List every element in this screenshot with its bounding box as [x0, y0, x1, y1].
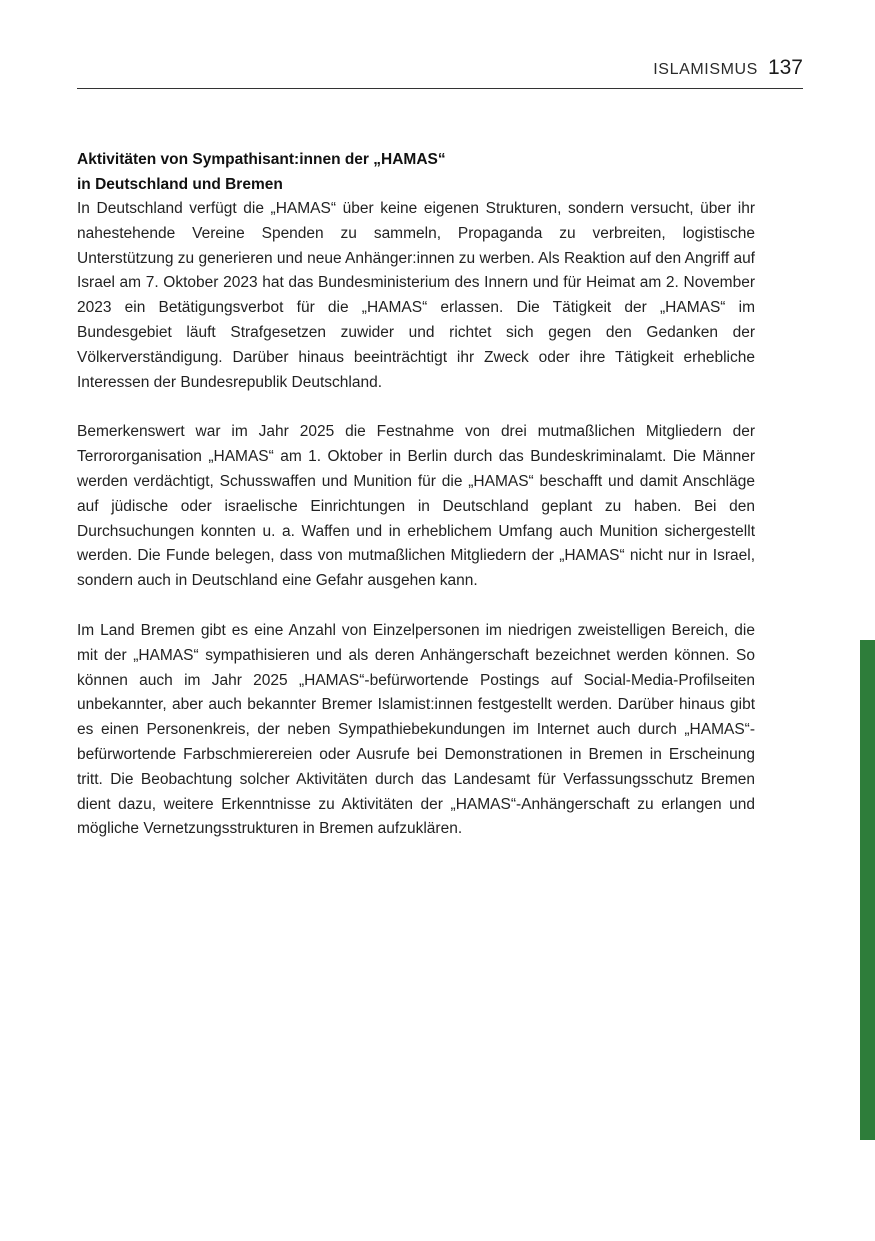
chapter-color-tab [860, 640, 875, 1140]
header-rule [77, 88, 803, 89]
paragraph-3: Im Land Bremen gibt es eine Anzahl von Einzelpersonen im niedrigen zweistelligen Bereich, die mit der „HAMAS“ sympathisieren und als deren Anhängerschaft bezeichnet werden können. So können auch im Jahr 2025 „HAMAS“-befürwortende Postings auf Social-Media-Profilseiten unbekannter, aber auch bekannter Bremer Islamist:innen festgestellt werden. Darüber hinaus gibt es einen Personenkreis, der neben Sympathiebekundungen im Internet auch durch „HAMAS“-befürwortende Farbschmierereien oder Ausrufe bei Demonstrationen in Bremen in Erscheinung tritt. Die Beobachtung solcher Aktivitäten durch das Landesamt für Verfassungsschutz Bremen dient dazu, weitere Erkenntnisse zu Aktivitäten der „HAMAS“-Anhängerschaft zu erlangen und mögliche Vernetzungsstrukturen in Bremen aufzuklären. [77, 621, 755, 838]
section-name: ISLAMISMUS [653, 61, 758, 78]
article-body [77, 147, 755, 867]
paragraph-1: In Deutschland verfügt die „HAMAS“ über keine eigenen Strukturen, sondern versucht, über ihr nahestehende Vereine Spenden zu sammeln, Propaganda zu verbreiten, logistische Unterstützung zu generieren und neue Anhänger:innen zu werben. Als Reaktion auf den Angriff auf Israel am 7. Oktober 2023 hat das Bundesministerium des Innern und für Heimat am 2. November 2023 ein Betätigungsverbot für die „HAMAS“ erlassen. Die Tätigkeit der „HAMAS“ im Bundesgebiet läuft Strafgesetzen zuwider und richtet sich gegen den Gedanken der Völkerverständigung. Darüber hinaus beeinträchtigt ihr Zweck oder ihre Tätigkeit erhebliche Interessen der Bundesrepublik Deutschland. [77, 200, 755, 391]
page-number: 137 [767, 56, 803, 79]
paragraph-2: Bemerkenswert war im Jahr 2025 die Festnahme von drei mutmaßlichen Mitgliedern der Terrororganisation „HAMAS“ am 1. Oktober in Berlin durch das Bundeskriminalamt. Die Männer werden verdächtigt, Schusswaffen und Munition für die „HAMAS“ beschafft und damit Anschläge auf jüdische oder israelische Einrichtungen in Deutschland geplant zu haben. Bei den Durchsuchungen konnten u. a. Waffen und in erheblichem Umfang auch Munition sichergestellt werden. Die Funde belegen, dass von mutmaßlichen Mitgliedern der „HAMAS“ nicht nur in Israel, sondern auch in Deutschland eine Gefahr ausgehen kann. [77, 423, 755, 590]
heading-line-2: in Deutschland und Bremen [77, 176, 283, 193]
heading-line-1: Aktivitäten von Sympathisant:innen der „HAMAS“ [77, 151, 446, 168]
section-heading [77, 147, 755, 197]
running-header [653, 56, 803, 80]
